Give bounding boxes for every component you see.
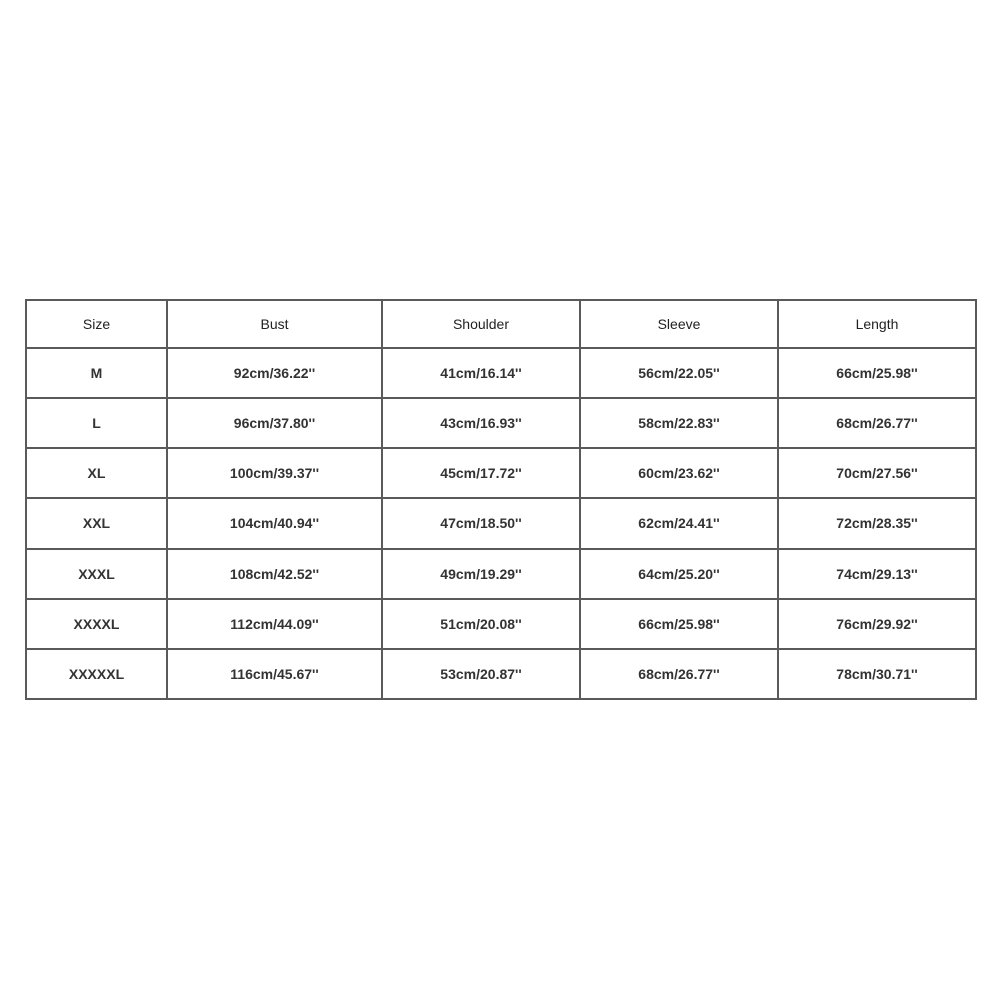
table-row (26, 498, 976, 548)
header-bust: Bust (167, 300, 382, 348)
cell-shoulder: 47cm/18.50'' (382, 498, 580, 548)
header-size: Size (26, 300, 167, 348)
cell-bust: 108cm/42.52'' (167, 549, 382, 599)
cell-size: L (26, 398, 167, 448)
table-row (26, 398, 976, 448)
cell-length: 72cm/28.35'' (778, 498, 976, 548)
cell-length: 74cm/29.13'' (778, 549, 976, 599)
cell-length: 70cm/27.56'' (778, 448, 976, 498)
cell-shoulder: 41cm/16.14'' (382, 348, 580, 398)
cell-shoulder: 49cm/19.29'' (382, 549, 580, 599)
cell-sleeve: 68cm/26.77'' (580, 649, 778, 699)
cell-shoulder: 51cm/20.08'' (382, 599, 580, 649)
table-header-row (26, 300, 976, 348)
cell-size: XXXXL (26, 599, 167, 649)
cell-sleeve: 58cm/22.83'' (580, 398, 778, 448)
header-sleeve: Sleeve (580, 300, 778, 348)
cell-size: XXXXXL (26, 649, 167, 699)
header-shoulder: Shoulder (382, 300, 580, 348)
cell-bust: 112cm/44.09'' (167, 599, 382, 649)
cell-bust: 104cm/40.94'' (167, 498, 382, 548)
cell-length: 76cm/29.92'' (778, 599, 976, 649)
cell-bust: 92cm/36.22'' (167, 348, 382, 398)
cell-sleeve: 56cm/22.05'' (580, 348, 778, 398)
cell-bust: 96cm/37.80'' (167, 398, 382, 448)
table-row (26, 549, 976, 599)
cell-size: M (26, 348, 167, 398)
cell-shoulder: 53cm/20.87'' (382, 649, 580, 699)
cell-length: 78cm/30.71'' (778, 649, 976, 699)
table-row (26, 649, 976, 699)
header-length: Length (778, 300, 976, 348)
cell-sleeve: 66cm/25.98'' (580, 599, 778, 649)
cell-sleeve: 62cm/24.41'' (580, 498, 778, 548)
cell-shoulder: 45cm/17.72'' (382, 448, 580, 498)
table-row (26, 599, 976, 649)
table-row (26, 448, 976, 498)
cell-shoulder: 43cm/16.93'' (382, 398, 580, 448)
size-chart-table (25, 299, 977, 700)
cell-sleeve: 64cm/25.20'' (580, 549, 778, 599)
cell-size: XXL (26, 498, 167, 548)
table-row (26, 348, 976, 398)
cell-bust: 116cm/45.67'' (167, 649, 382, 699)
cell-sleeve: 60cm/23.62'' (580, 448, 778, 498)
cell-length: 66cm/25.98'' (778, 348, 976, 398)
cell-bust: 100cm/39.37'' (167, 448, 382, 498)
cell-length: 68cm/26.77'' (778, 398, 976, 448)
cell-size: XXXL (26, 549, 167, 599)
cell-size: XL (26, 448, 167, 498)
